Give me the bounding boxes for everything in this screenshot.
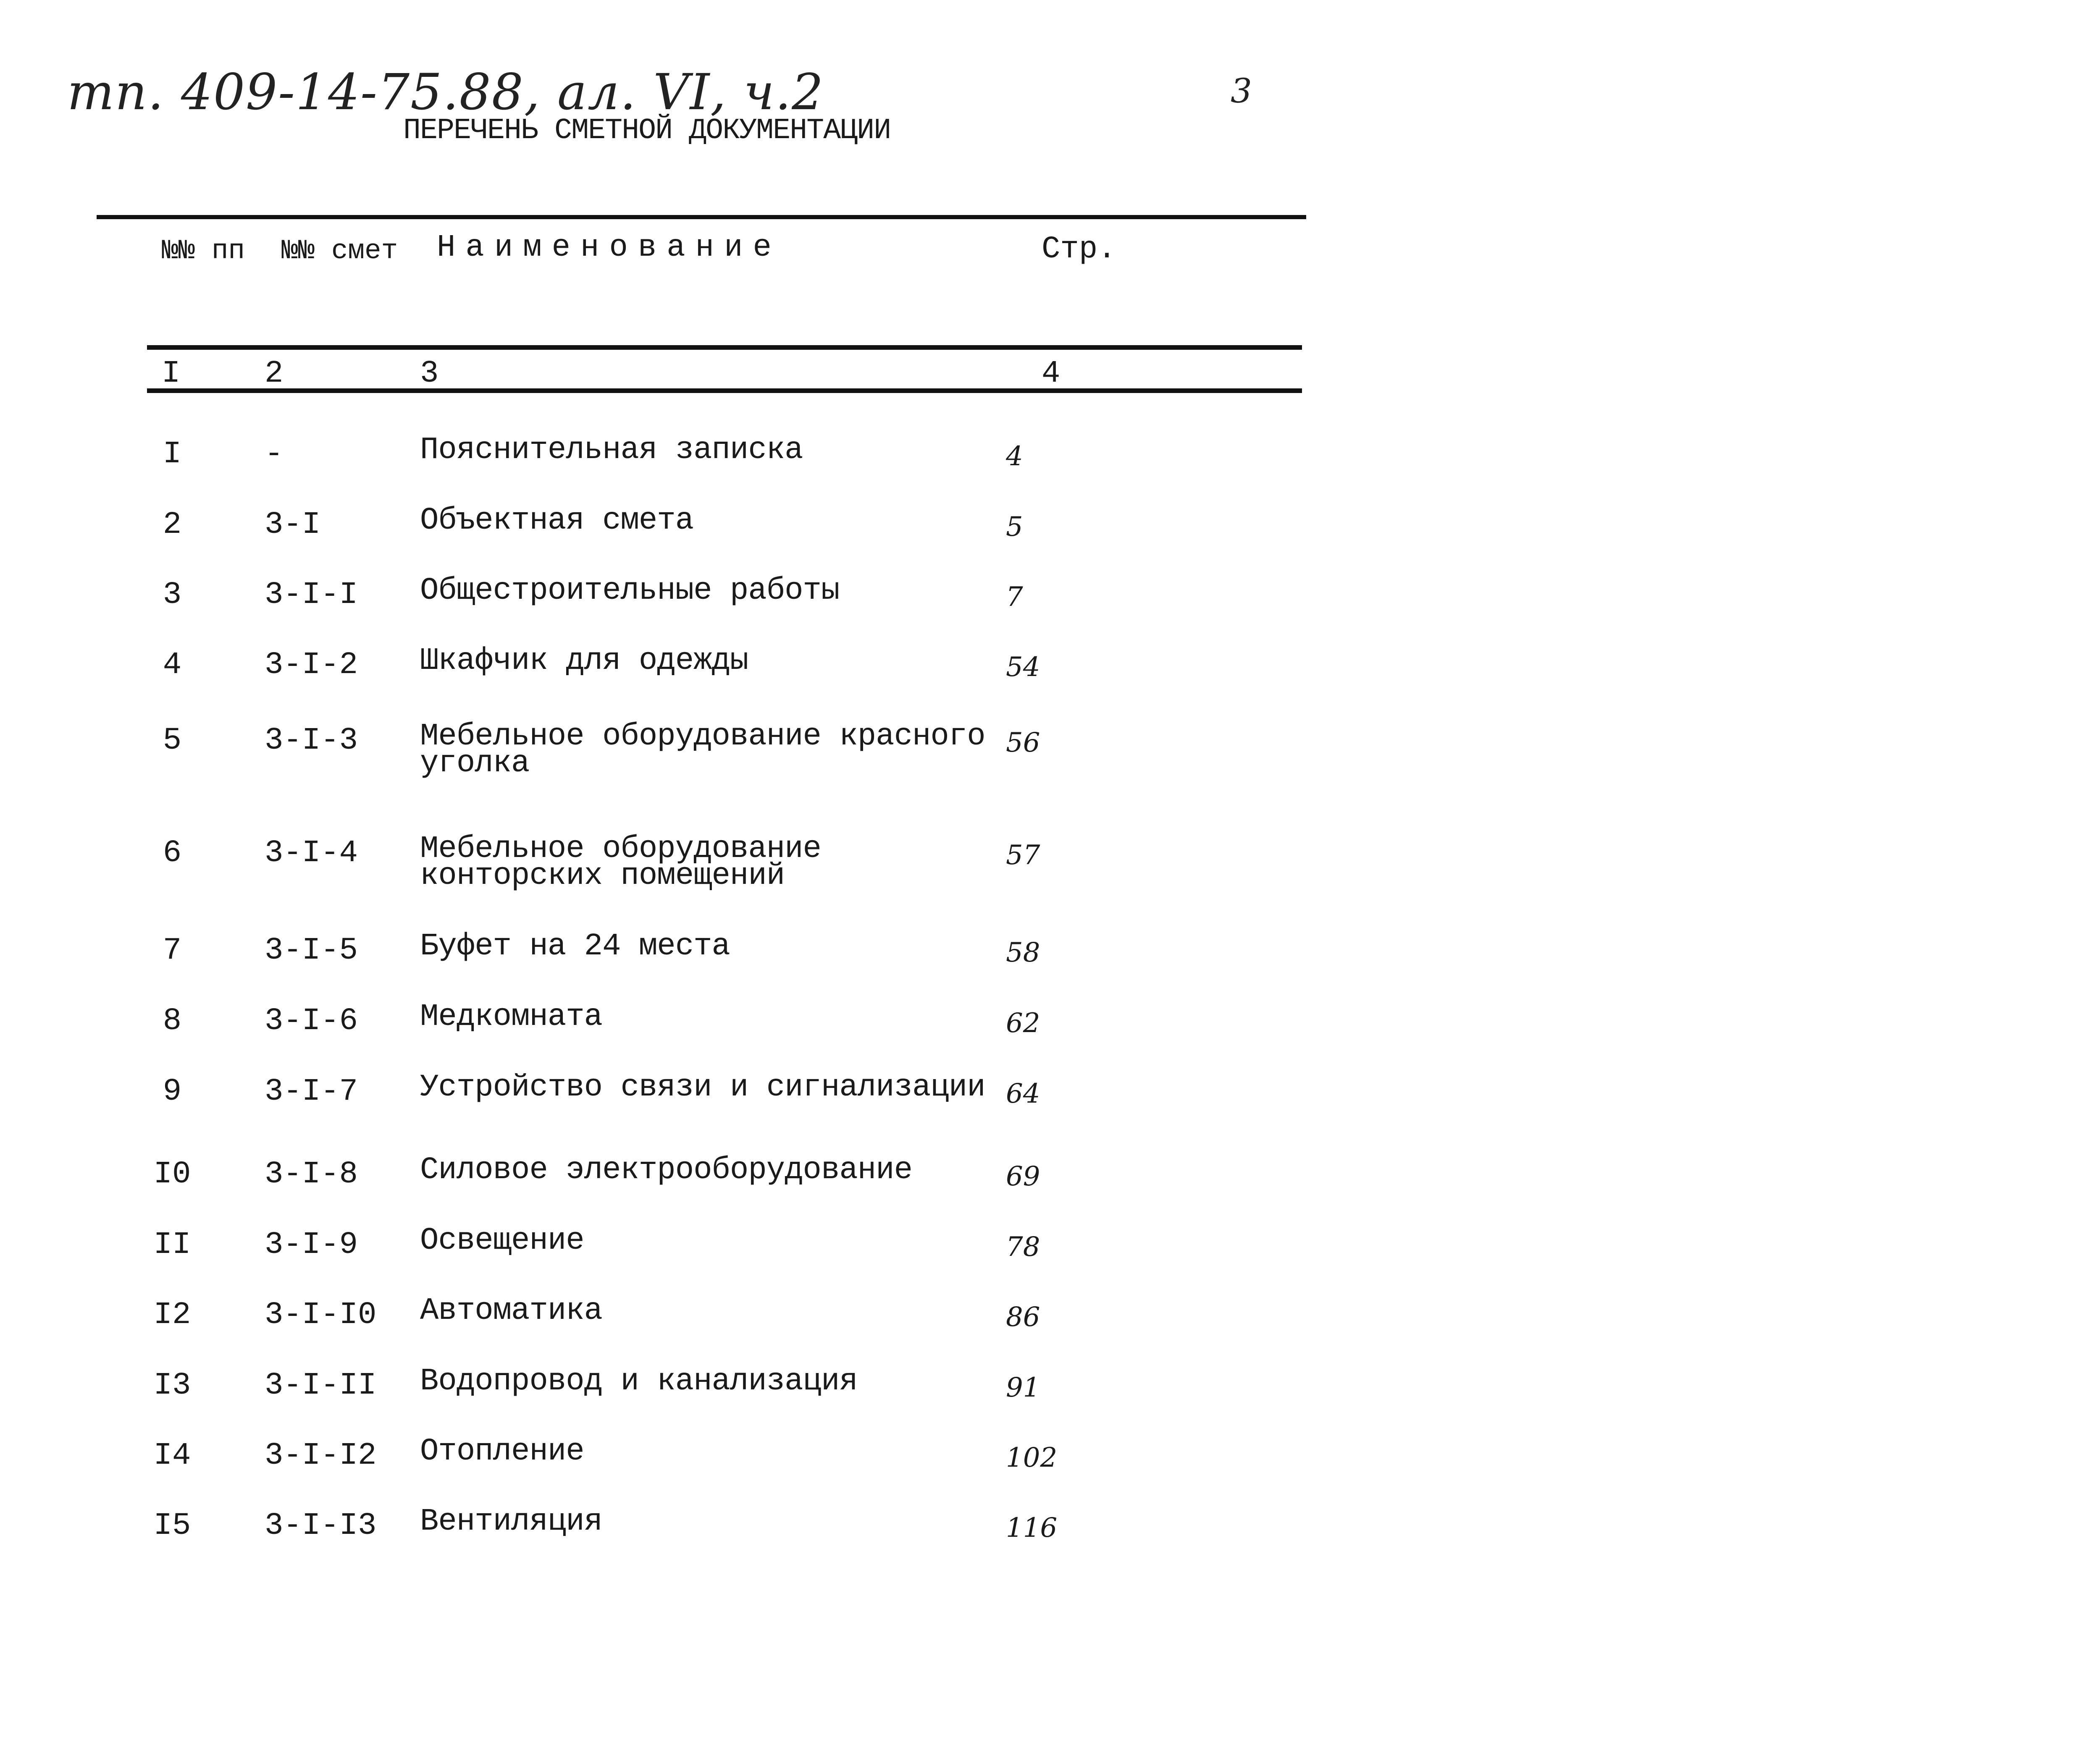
page-number: 56 xyxy=(1006,727,1040,758)
sheet-number: 3 xyxy=(1231,71,1252,110)
estimate-name: Мебельное оборудование конторских помещений xyxy=(420,831,821,894)
estimate-name: Автоматика xyxy=(420,1293,603,1329)
page-number: 62 xyxy=(1006,1008,1040,1039)
page-number: 5 xyxy=(1006,511,1023,542)
estimate-number: 3-I xyxy=(265,507,321,542)
estimate-name: Общестроительные работы xyxy=(420,573,840,608)
estimate-number: 3-I-I3 xyxy=(265,1508,377,1543)
estimate-name: Мебельное оборудование красного уголка xyxy=(420,719,985,781)
page-number: 7 xyxy=(1006,582,1023,613)
page-number: 102 xyxy=(1006,1442,1058,1473)
estimate-number: 3-I-II xyxy=(265,1368,377,1403)
estimate-name: Вентиляция xyxy=(420,1504,603,1539)
page-number: 78 xyxy=(1006,1232,1040,1263)
estimate-number: 3-I-I2 xyxy=(265,1438,377,1473)
column-number: I xyxy=(162,356,181,391)
estimate-name: Медкомната xyxy=(420,999,603,1035)
page-number: 4 xyxy=(1006,441,1023,472)
column-number: 3 xyxy=(420,356,439,391)
estimate-name: Силовое электрооборудование xyxy=(420,1153,912,1188)
estimate-name: Шкафчик для одежды xyxy=(420,643,748,679)
estimate-name: Освещение xyxy=(420,1223,584,1258)
page-number: 57 xyxy=(1006,840,1040,871)
estimate-number: 3-I-7 xyxy=(265,1074,358,1109)
page-number: 58 xyxy=(1006,937,1040,968)
row-number: 3 xyxy=(163,577,182,613)
row-number: 2 xyxy=(163,507,182,542)
estimate-name: Отопление xyxy=(420,1434,584,1469)
row-number: II xyxy=(153,1227,191,1263)
row-number: I4 xyxy=(153,1438,191,1473)
estimate-number: 3-I-2 xyxy=(265,647,358,683)
estimate-number: 3-I-4 xyxy=(265,836,358,871)
column-number: 2 xyxy=(265,356,284,391)
estimate-number: 3-I-I xyxy=(265,577,358,613)
row-number: I3 xyxy=(153,1368,191,1403)
column-header-smet: №№ смет xyxy=(281,235,398,267)
estimate-number: 3-I-5 xyxy=(265,933,358,968)
row-number: 9 xyxy=(163,1074,182,1109)
estimate-name: Объектная смета xyxy=(420,503,694,538)
estimate-number: - xyxy=(265,437,284,472)
page-number: 64 xyxy=(1006,1078,1040,1109)
document-code: тп. 409-14-75.88, ал. VI, ч.2 xyxy=(67,63,824,121)
estimate-number: 3-I-I0 xyxy=(265,1297,377,1333)
column-header-name: Наименование xyxy=(437,230,782,265)
page-number: 91 xyxy=(1006,1372,1040,1403)
column-header-pp: №№ пп xyxy=(162,235,245,267)
row-number: I0 xyxy=(153,1157,191,1192)
estimate-name: Устройство связи и сигнализации xyxy=(420,1070,985,1105)
page-number: 54 xyxy=(1006,652,1040,683)
document-title: ПЕРЕЧЕНЬ СМЕТНОЙ ДОКУМЕНТАЦИИ xyxy=(403,114,891,147)
row-number: 7 xyxy=(163,933,182,968)
page-number: 86 xyxy=(1006,1302,1040,1333)
row-number: I2 xyxy=(153,1297,191,1333)
estimate-number: 3-I-9 xyxy=(265,1227,358,1263)
page-number: 69 xyxy=(1006,1161,1040,1192)
row-number: I xyxy=(163,437,182,472)
row-number: 6 xyxy=(163,836,182,871)
estimate-name: Пояснительная записка xyxy=(420,432,803,468)
estimate-number: 3-I-6 xyxy=(265,1004,358,1039)
estimate-number: 3-I-8 xyxy=(265,1157,358,1192)
row-number: I5 xyxy=(153,1508,191,1543)
column-number: 4 xyxy=(1042,356,1060,391)
estimate-number: 3-I-3 xyxy=(265,723,358,758)
estimate-name: Водопровод и канализация xyxy=(420,1364,858,1399)
row-number: 5 xyxy=(163,723,182,758)
row-number: 4 xyxy=(163,647,182,683)
estimate-name: Буфет на 24 места xyxy=(420,929,730,964)
page-number: 116 xyxy=(1006,1512,1058,1543)
column-header-page: Стр. xyxy=(1042,232,1116,267)
row-number: 8 xyxy=(163,1004,182,1039)
